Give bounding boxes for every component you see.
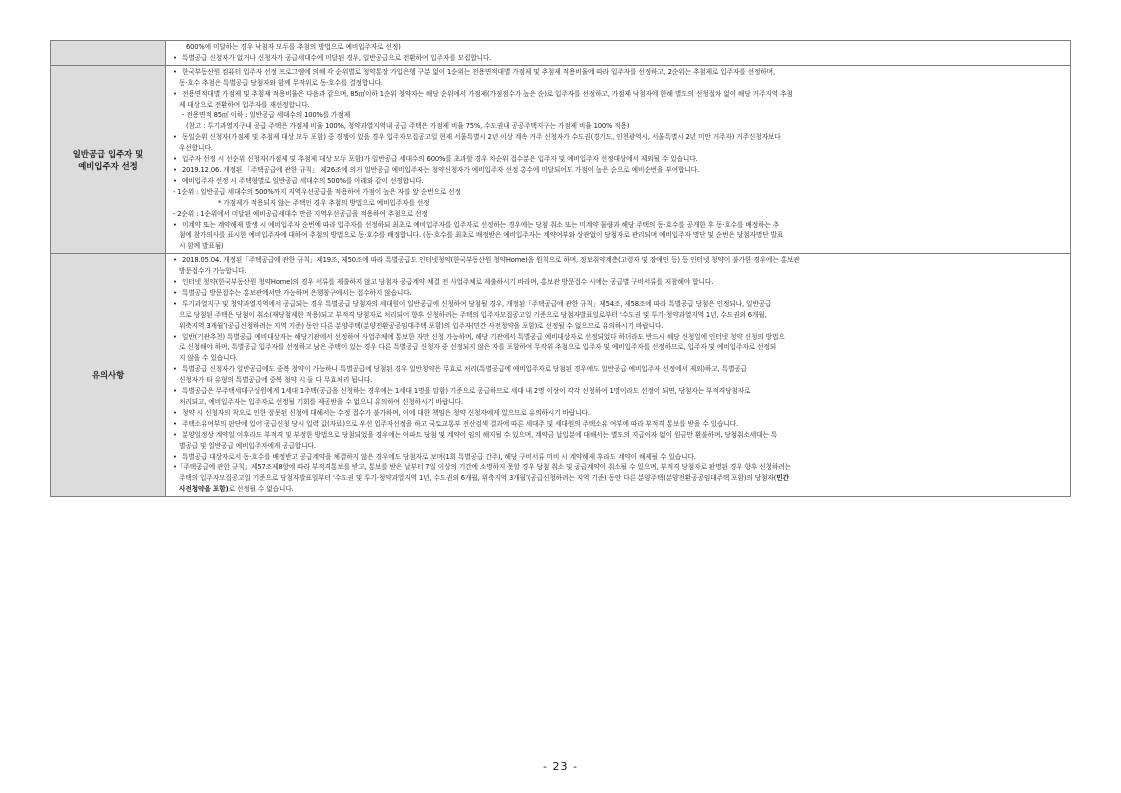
list-item: • 청약 시 신청자의 착오로 인한 잘못된 신청에 대해서는 수정 접수가 불가하며, 이에 대한 책임은 청약 신청자에게 있으므로 유의하시기 바랍니다.	[173, 408, 590, 417]
list-item: • 전용면적대별 가점제 및 추첨제 적용비율은 다음과 같으며, 85㎡이하 1순위 청약자는 해당 순위에서 가점제(가점점수가 높은 순)로 입주자를 선정하고, 가점제 낙첨자에 한해 별도의 신청절차 없이 해당 거주지역 추첨	[173, 89, 793, 98]
text-line: 별공급 및 일반공급 예비입주자에게 공급합니다.	[179, 441, 316, 450]
page-number: - 23 -	[543, 760, 578, 773]
table-row	[51, 65, 1071, 253]
text-line: * 가점제가 적용되지 않는 주택인 경우 추첨의 방법으로 예비입주자를 선정	[218, 198, 430, 207]
section-content-notes	[166, 254, 1071, 497]
list-item: • 예비입주자 선정 시 주택형별로 일반공급 세대수의 500%를 아래와 같이 선정합니다.	[173, 176, 424, 185]
text-line: (참고 : 투기과열지구내 공급 주택은 가점제 비율 100%, 청약과열지역내 공급 주택은 가점제 비율 75%, 수도권내 공공주택지구는 가점제 비율 100% 적용)	[186, 122, 630, 131]
text-line: 시 함께 발표됨)	[179, 242, 224, 251]
text-line: - 전용면적 85㎡ 이하 : 일반공급 세대수의 100%를 가점제	[182, 111, 351, 120]
text-line: 제 대상으로 전환하여 입주자를 재선정합니다.	[179, 100, 310, 109]
list-item: • 한국부동산원 컴퓨터 입주자 선정 프로그램에 의해 각 순위별로 청약통장 가입은행 구분 없이 1순위는 전용면적대별 가점제 및 추첨제 적용비율에 따라 입주자를 선정하고, 2순위는 추첨제로 입주자를 선정하며,	[173, 67, 775, 76]
notice-table	[50, 40, 1071, 497]
section-label-selection: 일반공급 입주자 및 예비입주자 선정	[51, 65, 166, 253]
list-item: • 미계약 또는 계약해제 발생 시 예비입주자 순번에 따라 입주자를 선정하되 최초로 예비입주자를 입주자로 선정하는 경우에는 당첨 취소 또는 미계약 물량과 해당 주택의 동·호수를 공개한 후 동·호수를 배정하는 추	[173, 220, 780, 229]
text-line: 신청자가 타 유형의 특별공급에 중복 청약 시 둘 다 무효처리 됩니다.	[179, 376, 373, 385]
list-item: • 주택소유여부의 판단에 있어 공급신청 당시 입력 값(자료)으로 우선 입주자선정을 하고 국토교통부 전산검색 결과에 따른 세대주 및 세대원의 주택소유 여부에 따라 부적격 통보를 받을 수 있습니다.	[173, 419, 738, 428]
list-item: • 일반(기관추천) 특별공급 예비대상자는 해당기관에서 선정하여 사업주체에 통보한 자만 신청 가능하며, 해당 기관에서 특별공급 예비대상자로 선정되었다 하더라도 반드시 해당 신청일에 인터넷 청약 신청의 방법으	[173, 332, 785, 341]
table-row	[51, 41, 1071, 66]
section-content-selection	[166, 65, 1071, 253]
text-line: 방문접수가 가능합니다.	[179, 267, 247, 276]
emphasis-text: 사전청약을 포함)	[179, 485, 229, 494]
list-item: • 특별공급 신청자가 없거나 신청자가 공급세대수에 미달된 경우, 일반공급으로 전환하여 입주자를 모집합니다.	[173, 53, 492, 62]
table-row	[51, 254, 1071, 497]
list-item: •「주택공급에 관한 규칙」제57조제8항에 따라 부적격통보를 받고, 통보를 받은 날부터 7일 이상의 기간에 소명하지 못할 경우 당첨 취소 및 공급계약이 취소될 수 있으며, 부적격 당첨자로 판명된 경우 향후 신청하려는	[173, 463, 791, 472]
list-item: • 동일순위 신청자(가점제 및 추첨제 대상 모두 포함) 중 경쟁이 있을 경우 입주자모집공고일 현재 서울특별시 2년 이상 계속 거주 신청자가 수도권(경기도, 인천광역시, 서울특별시 2년 미만 거주자) 거주신청자보다	[173, 133, 781, 142]
section-content-continued	[166, 41, 1071, 66]
emphasis-text: 민간	[776, 474, 789, 483]
text-line: - 2순위 : 1순위에서 미달된 예비공급세대수 만큼 지역우선공급을 적용하여 추첨으로 선정	[173, 209, 428, 218]
text-line: 위축지역 3개월’(공급신청하려는 지역 기준) 동안 다른 분양주택(분양전환공공임대주택 포함)의 입주자(민간 사전청약을 포함)로 선정될 수 없으므로 유의하시기 바랍니다.	[179, 321, 664, 330]
bullet: •	[173, 53, 177, 62]
text-line: 으로 당첨된 주택은 당첨이 취소(재당첨제한 적용)되고 부적격 당첨자로 처리되어 향후 신청하려는 주택의 입주자모집공고일 기준으로 당첨자발표일로부터 ‘수도권 및 투기·청약과열지역 1년, 수도권외 6개월,	[179, 310, 767, 319]
text-line: 우선합니다.	[179, 144, 213, 153]
list-item: • 투기과열지구 및 청약과열지역에서 공급되는 경우 특별공급 당첨자의 세대원이 일반공급에 신청하여 당첨될 경우, 개정된「주택공급에 관한 규칙」제54조, 제58조에 따라 특별공급 당첨은 인정되나, 일반공급	[173, 299, 772, 308]
list-item: • 특별공급 방문접수는 홍보관에서만 가능하며 은행창구에서는 접수하지 않습니다.	[173, 288, 412, 297]
text-line: 주택의 입주자모집공고일 기준으로 당첨자발표일부터 ‘수도권 및 투기·청약과열지역 1년, 수도권외 6개월, 위축지역 3개월’(공급신청하려는 지역 기준) 동안 다른 분양주택(분양전환공공임대주택 포함)의 당첨자(민간	[179, 474, 789, 483]
list-item: • 인터넷 청약(한국부동산원 청약Home)의 경우 서류를 제출하지 않고 당첨자 공급계약 체결 전 사업주체로 제출하시기 바라며, 홍보관 방문접수 시에는 공급별 구비서류를 지참해야 합니다.	[173, 278, 714, 287]
list-item: • 2018.05.04. 개정된「주택공급에 관한 규칙」제19조, 제50조에 따라 특별공급도 인터넷청약(한국부동산원 청약Home)을 원칙으로 하며, 정보취약계층(고령자 및 장애인 등) 등 인터넷 청약이 불가한 경우에는 홍보관	[173, 256, 800, 265]
list-item: • 특별공급은 무주택세대구성원에게 1세대 1주택(공급을 신청하는 경우에는 1세대 1명을 말함) 기준으로 공급하므로 세대 내 2명 이상이 각각 신청하여 1명이라도 선정이 되면, 당첨자는 부적격당첨자로	[173, 387, 751, 396]
list-item: • 2019.12.06. 개정된 「주택공급에 관한 규칙」 제26조에 의거 일반공급 예비입주자는 청약신청자가 예비입주자 선정 총수에 미달되어도 가점이 높은 순으로 예비순번을 부여합니다.	[173, 165, 700, 174]
list-item: • 입주자 선정 시 선순위 신청자(가점제 및 추첨제 대상 모두 포함)가 일반공급 세대수의 600%를 초과할 경우 차순위 접수분은 입주자 및 예비입주자 선정대상에서 제외될 수 있습니다.	[173, 155, 698, 164]
text-line: 첨에 참가의사를 표시한 예비입주자에 대하여 추첨의 방법으로 동·호수를 배정합니다. (동·호수를 최초로 배정받은 예비입주자는 계약여부와 상관없이 당첨자로 관리되며 예비입주자 명단 및 순번은 당첨자명단 발표	[179, 231, 784, 240]
list-item: • 특별공급 신청자가 일반공급에도 중복 청약이 가능하나 특별공급에 당첨된 경우 일반청약은 무효로 처리(특별공급에 예비입주자로 당첨된 경우에도 일반공급 예비입주자 선정에서 제외)하고, 특별공급	[173, 365, 747, 374]
text-line: 처리되고, 예비입주자는 입주자로 선정될 기회를 제공받을 수 없으니 유의하여 신청하시기 바랍니다.	[179, 398, 464, 406]
text-line: 동·호수 추첨은 특별공급 당첨자와 함께 무작위로 동·호수를 결정합니다.	[179, 78, 383, 87]
text-line: 600%에 미달하는 경우 낙첨자 모두를 추첨의 방법으로 예비입주자로 선정)	[186, 43, 401, 51]
text-line: 로 신청해야 하며, 특별공급 입주자를 선정하고 남은 주택이 있는 경우 다른 특별공급 신청자 중 선정되지 않은 자를 포함하여 무작위 추첨으로 입주자 및 예비입주자를 선정하므로, 입주자 및 예비입주자로 선정되	[179, 343, 777, 352]
text-line: 지 않을 수 있습니다.	[179, 354, 238, 363]
text-line: 사전청약을 포함)로 선정될 수 없습니다.	[179, 485, 294, 494]
section-label-notes: 유의사항	[51, 254, 166, 497]
text-line: - 1순위 : 일반공급 세대수의 500%까지 지역우선공급을 적용하여 가점이 높은 자를 앞 순번으로 선정	[173, 187, 461, 196]
list-item: • 특별공급 대상자로서 동·호수를 배정받고 공급계약을 체결하지 않은 경우에도 당첨자로 보며(1회 특별공급 간주), 해당 구비서류 미비 시 계약해제 후라도 계약이 해제될 수 있습니다.	[173, 452, 696, 461]
section-label-empty	[51, 41, 166, 66]
list-item: • 분양일정상 계약일 이후라도 부적격 및 부정한 방법으로 당첨되었을 경우에는 아파트 당첨 및 계약이 임의 해지될 수 있으며, 계약금 납입분에 대해서는 별도의 지급이자 없이 원금만 환불하며, 당첨취소세대는 특	[173, 430, 778, 439]
